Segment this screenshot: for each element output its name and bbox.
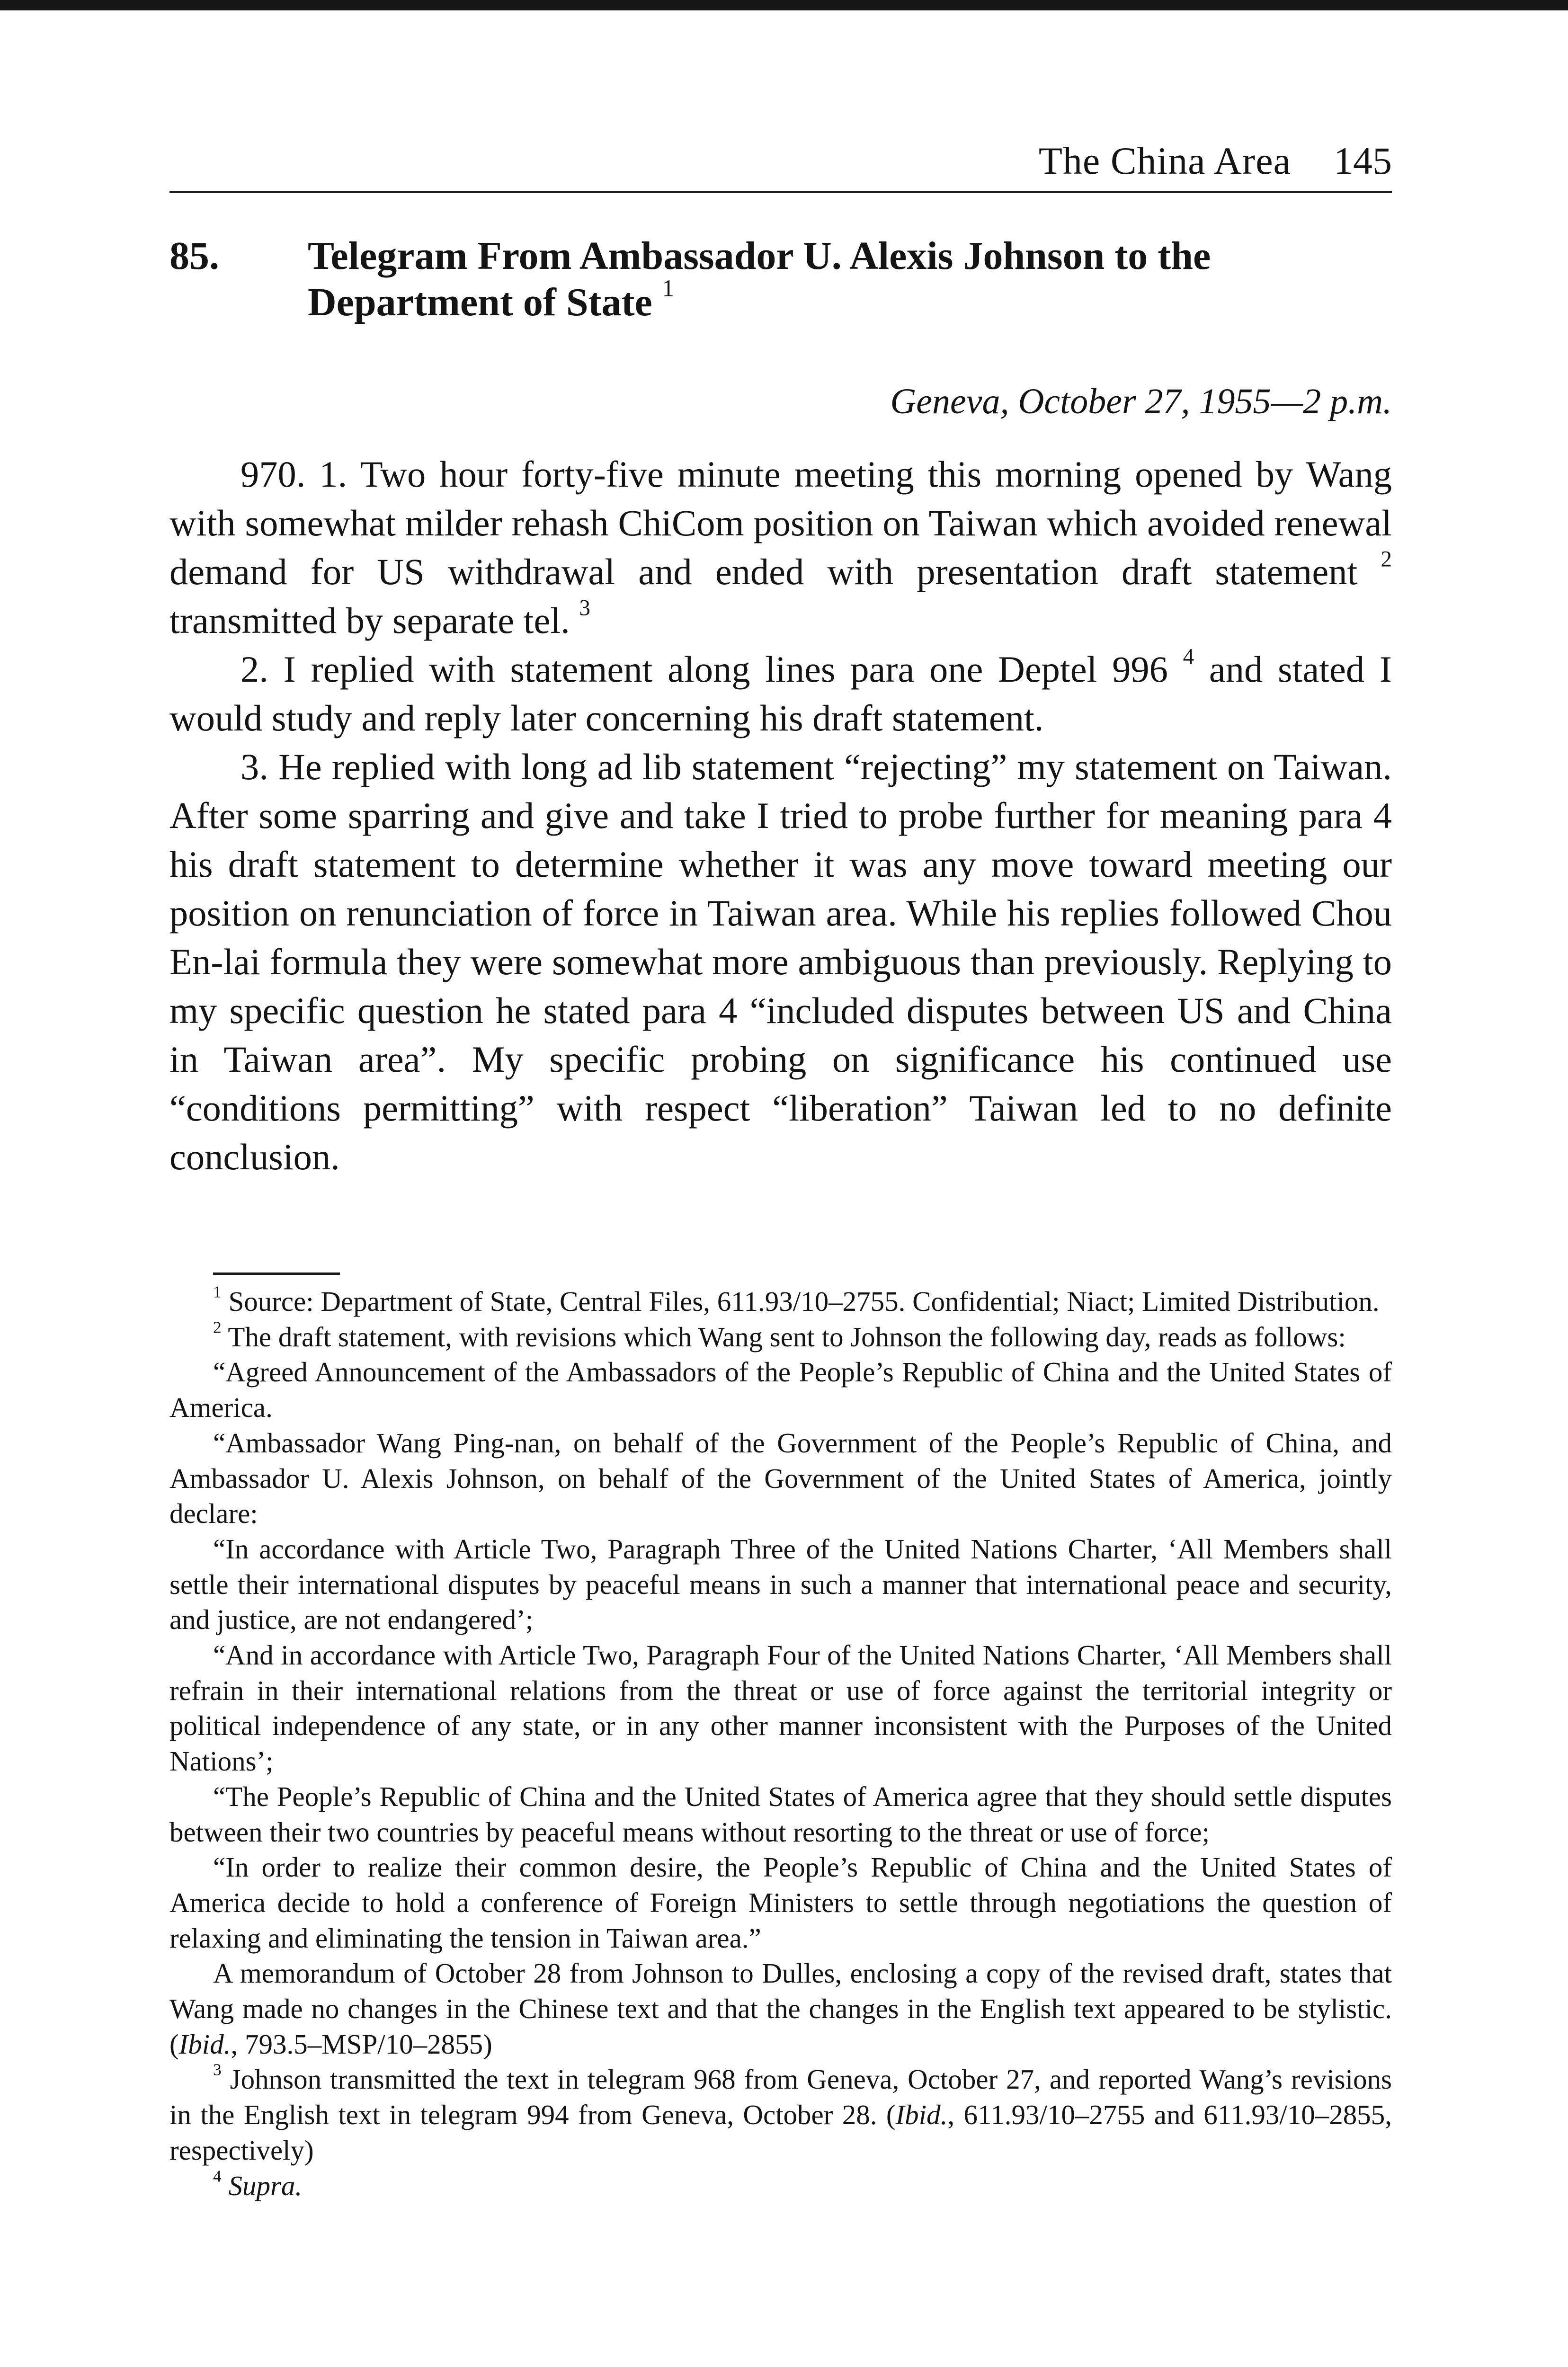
body-paragraph-2: 2. I replied with statement along lines para one Deptel 996 $^4$ and stated I would study and reply later concerning his draft statement. [169, 644, 1392, 739]
quoted-paragraph: “Ambassador Wang Ping-nan, on behalf of the Government of the People’s Republic of China, and Ambassador U. Alexis Johnson, on behalf of the Government of the United States of America, jointly declare: [169, 1427, 1392, 1530]
memorandum-note: A memorandum of October 28 from Johnson to Dulles, enclosing a copy of the revised draft, states that Wang made no changes in the Chinese text and that the changes in the English text appeared to be stylistic. (Ibid., 793.5–MSP/10–2855) [169, 1958, 1392, 2060]
footnote-ref-4: 4 [1183, 644, 1194, 669]
document-title [308, 233, 1349, 326]
footnote-1: $^1$ Source: Department of State, Central Files, 611.93/10–2755. Confidential; Niact; Limited Distribution. [213, 1282, 1380, 1317]
footnote-ref-1: 1 [662, 275, 674, 302]
footnote-separator [213, 1272, 340, 1275]
body-paragraph-1: 970. 1. Two hour forty-five minute meeting this morning opened by Wang with somewhat milder rehash ChiCom position on Taiwan which avoided renewal demand for US withdrawal and ended with presentation draft statement $^2$ transmitted by separate tel. $^3$ [169, 454, 1392, 641]
telegram-body [169, 450, 1392, 1181]
quoted-paragraph: “Agreed Announcement of the Ambassadors of the People’s Republic of China and the United States of America. [169, 1356, 1392, 1424]
footnotes [169, 1284, 1392, 2203]
document-number: 85. [169, 234, 219, 278]
dateline: Geneva, October 27, 1955—2 p.m. [890, 382, 1392, 421]
footnote-4: $^4$ Supra. [213, 2166, 303, 2201]
footnote-ref-3: 3 [579, 596, 590, 621]
body-paragraph-3: 3. He replied with long ad lib statement “rejecting” my statement on Taiwan. After some sparring and give and take I tried to probe further for meaning para 4 his draft statement to determine whether it was any move toward meeting our position on renunciation of force in Taiwan area. While his replies followed Chou En-lai formula they were somewhat more ambiguous than previously. Replying to my specific question he stated para 4 “included disputes between US and China in Taiwan area”. My specific probing on significance his continued use “conditions permitting” with respect “liberation” Taiwan led to no definite conclusion. [169, 746, 1392, 1177]
scan-edge-bar [0, 0, 1568, 10]
footnote-3: $^3$ Johnson transmitted the text in telegram 968 from Geneva, October 27, and reported Wang’s revisions in the English text in telegram 994 from Geneva, October 28. (Ibid., 611.93/10–2755 and 611.93/10–2855, respectively) [169, 2060, 1392, 2166]
page-number: 145 [1334, 139, 1392, 182]
running-head-title: The China Area [1038, 139, 1291, 182]
footnote-ref-2: 2 [1381, 547, 1392, 572]
quoted-paragraph: “In order to realize their common desire, the People’s Republic of China and the United States of America decide to hold a conference of Foreign Ministers to settle through negotiations the question of relaxing and eliminating the tension in Taiwan area.” [169, 1851, 1392, 1954]
running-head [169, 137, 1392, 193]
footnote-2: $^2$ The draft statement, with revisions which Wang sent to Johnson the following day, reads as follows: [213, 1317, 1346, 1353]
quoted-paragraph: “The People’s Republic of China and the United States of America agree that they should settle disputes between their two countries by peaceful means without resorting to the threat or use of force; [169, 1780, 1392, 1848]
document-title-line-1: Telegram From Ambassador U. Alexis Johnson to the [308, 234, 1211, 278]
document-title-line-2: Department of State [308, 280, 652, 324]
quoted-paragraph: “And in accordance with Article Two, Paragraph Four of the United Nations Charter, ‘All Members shall refrain in their international relations from the threat or use of force against the territorial integrity or political independence of any state, or in any other manner inconsistent with the Purposes of the United Nations’; [169, 1639, 1392, 1777]
quoted-paragraph: “In accordance with Article Two, Paragraph Three of the United Nations Charter, ‘All Members shall settle their international disputes by peaceful means in such a manner that international peace and security, and justice, are not endangered’; [169, 1533, 1392, 1636]
